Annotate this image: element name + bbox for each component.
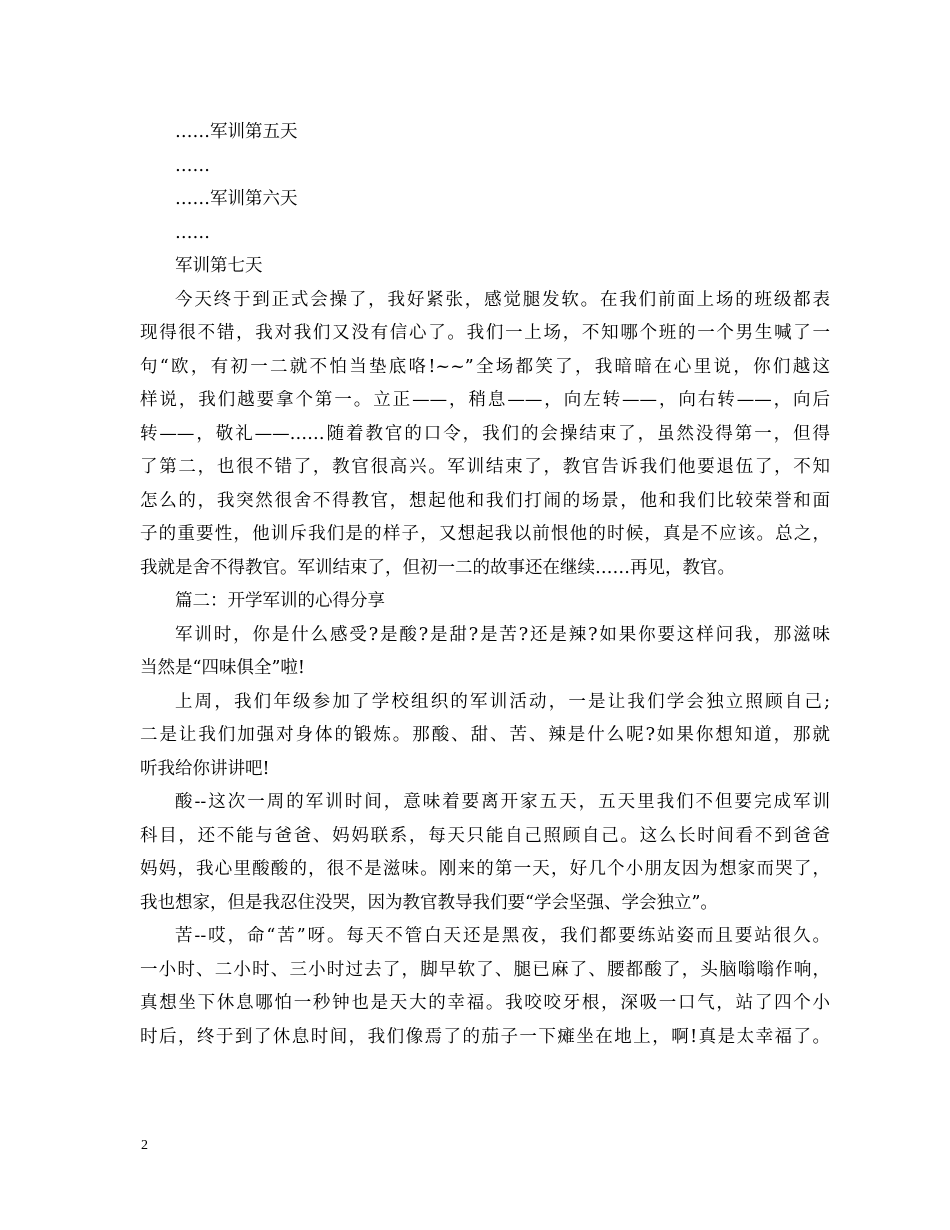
text-line: 苦--哎，命“苦”呀。每天不管白天还是黑夜，我们都要练站姿而且要站很久。: [175, 926, 830, 946]
text-line: 句“欧，有初一二就不怕当垫底咯!~~”全场都笑了，我暗暗在心里说，你们越这: [140, 356, 830, 377]
text-line: ……军训第五天: [175, 122, 298, 142]
text-line: 转——，敬礼——……随着教官的口令，我们的会操结束了，虽然没得第一，但得: [140, 423, 830, 444]
text-line: 我也想家，但是我忍住没哭，因为教官教导我们要“学会坚强、学会独立”。: [140, 892, 718, 913]
text-line: 真想坐下休息哪怕一秒钟也是天大的幸福。我咬咬牙根，深吸一口气，站了四个小: [140, 993, 830, 1013]
text-line: 听我给你讲讲吧!: [140, 758, 270, 779]
text-line: 军训时，你是什么感受?是酸?是甜?是苦?还是辣?如果你要这样问我，那滋味: [175, 624, 830, 645]
page-number: 2: [141, 1138, 148, 1153]
text-line: 篇二：开学军训的心得分享: [175, 591, 385, 611]
text-line: 样说，我们越要拿个第一。立正——，稍息——，向左转——，向右转——，向后: [140, 390, 830, 410]
text-line: 怎么的，我突然很舍不得教官，想起他和我们打闹的场景，他和我们比较荣誉和面: [140, 490, 830, 511]
text-line: 我就是舍不得教官。军训结束了，但初一二的故事还在继续……再见，教官。: [140, 557, 735, 578]
text-line: 妈妈，我心里酸酸的，很不是滋味。刚来的第一天，好几个小朋友因为想家而哭了，: [140, 859, 830, 879]
text-line: 军训第七天: [175, 256, 263, 276]
text-line: 了第二，也很不错了，教官很高兴。军训结束了，教官告诉我们他要退伍了，不知: [140, 457, 830, 477]
text-line: 二是让我们加强对身体的锻炼。那酸、甜、苦、辣是什么呢?如果你想知道，那就: [140, 725, 830, 745]
text-line: ……军训第六天: [175, 189, 298, 209]
text-line: 今天终于到正式会操了，我好紧张，感觉腿发软。在我们前面上场的班级都表: [175, 289, 830, 310]
text-line: 现得很不错，我对我们又没有信心了。我们一上场，不知哪个班的一个男生喊了一: [140, 323, 830, 343]
text-line: 上周，我们年级参加了学校组织的军训活动，一是让我们学会独立照顾自己;: [175, 691, 830, 712]
text-line: 一小时、二小时、三小时过去了，脚早软了、腿已麻了、腰都酸了，头脑嗡嗡作响，: [140, 959, 830, 980]
text-line: ……: [175, 155, 210, 176]
text-line: 科目，还不能与爸爸、妈妈联系，每天只能自己照顾自己。这么长时间看不到爸爸: [140, 825, 830, 846]
document-body: [140, 116, 830, 1054]
text-line: 当然是“四味俱全”啦!: [140, 658, 305, 678]
text-line: 时后，终于到了休息时间，我们像焉了的茄子一下瘫坐在地上，啊!真是太幸福了。: [140, 1026, 830, 1047]
text-line: 子的重要性，他训斥我们是的样子，又想起我以前恨他的时候，真是不应该。总之，: [140, 524, 830, 544]
text-line: ……: [175, 222, 210, 243]
text-line: 酸--这次一周的军训时间，意味着要离开家五天，五天里我们不但要完成军训: [175, 792, 830, 812]
